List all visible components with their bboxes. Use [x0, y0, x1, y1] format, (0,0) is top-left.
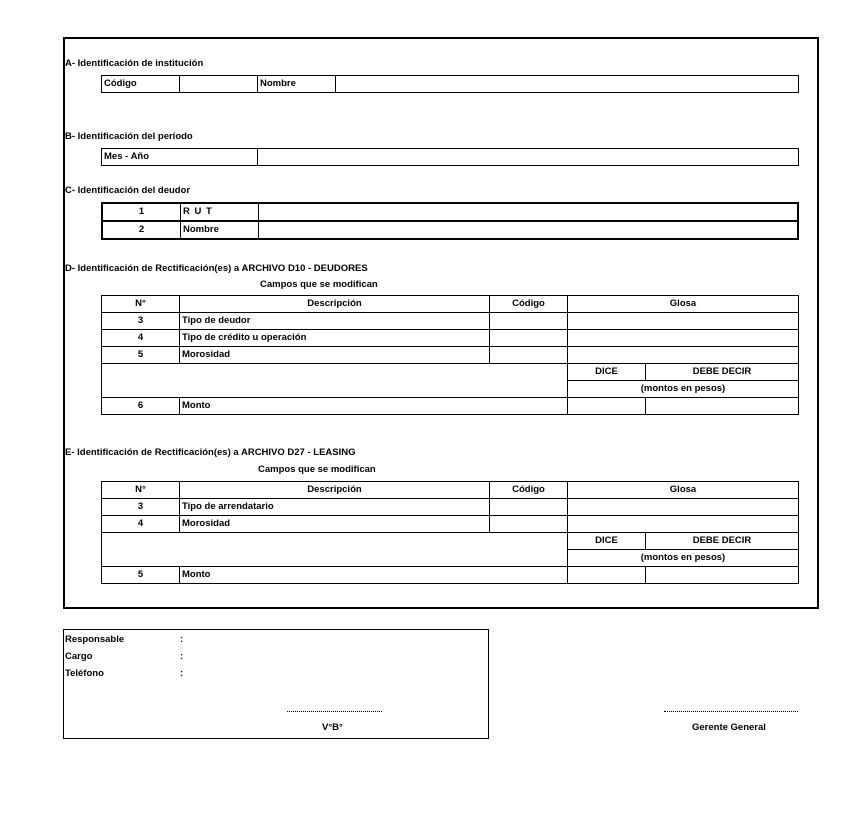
header-descripcion: Descripción	[180, 296, 490, 313]
header-num: N°	[102, 482, 180, 499]
debtor-row-num: 2	[102, 221, 181, 239]
colon: :	[180, 634, 184, 645]
header-num: N°	[102, 296, 180, 313]
section-c-title: C- Identificación del deudor	[65, 185, 191, 196]
row-descripcion: Tipo de arrendatario	[180, 499, 490, 516]
debtor-row-num: 1	[102, 203, 181, 221]
vb-signature-line	[287, 711, 382, 712]
monto-num: 6	[102, 398, 180, 415]
dice-header: DICE	[568, 533, 646, 550]
monto-dice-value[interactable]	[568, 398, 646, 415]
blank-area	[102, 364, 568, 398]
row-glosa[interactable]	[568, 516, 799, 533]
row-descripcion: Tipo de crédito u operación	[180, 330, 490, 347]
d27-table	[101, 481, 799, 584]
section-e-title: E- Identificación de Rectificación(es) a ARCHIVO D27 - LEASING	[65, 447, 356, 458]
row-codigo[interactable]	[490, 330, 568, 347]
section-b-title: B- Identificación del período	[65, 131, 193, 142]
row-descripcion: Morosidad	[180, 347, 490, 364]
telefono-label: Teléfono	[65, 668, 104, 679]
blank-area	[102, 533, 568, 567]
debe-decir-header: DEBE DECIR	[646, 364, 799, 381]
gerente-label: Gerente General	[692, 722, 766, 733]
row-codigo[interactable]	[490, 499, 568, 516]
row-codigo[interactable]	[490, 347, 568, 364]
row-codigo[interactable]	[490, 313, 568, 330]
cargo-label: Cargo	[65, 651, 93, 662]
nombre-label: Nombre	[258, 76, 336, 93]
row-num: 4	[102, 516, 180, 533]
dice-header: DICE	[568, 364, 646, 381]
row-codigo[interactable]	[490, 516, 568, 533]
vb-label: V°B°	[322, 722, 343, 733]
row-descripcion: Tipo de deudor	[180, 313, 490, 330]
monto-label: Monto	[180, 398, 568, 415]
debe-decir-header: DEBE DECIR	[646, 533, 799, 550]
d10-table	[101, 295, 799, 415]
section-a-title: A- Identificación de institución	[65, 58, 204, 69]
header-glosa: Glosa	[568, 296, 799, 313]
row-descripcion: Morosidad	[180, 516, 490, 533]
period-table	[101, 148, 799, 166]
monto-label: Monto	[180, 567, 568, 584]
row-num: 4	[102, 330, 180, 347]
signature-box	[63, 629, 489, 739]
row-glosa[interactable]	[568, 347, 799, 364]
monto-dice-value[interactable]	[568, 567, 646, 584]
section-d-subtitle: Campos que se modifican	[260, 279, 378, 290]
debtor-rut-label: R U T	[181, 203, 259, 221]
codigo-value[interactable]	[180, 76, 258, 93]
row-num: 5	[102, 347, 180, 364]
monto-debe-decir-value[interactable]	[646, 567, 799, 584]
section-d-title: D- Identificación de Rectificación(es) a ARCHIVO D10 - DEUDORES	[65, 263, 368, 274]
header-glosa: Glosa	[568, 482, 799, 499]
mes-ano-value[interactable]	[258, 149, 799, 166]
colon: :	[180, 668, 184, 679]
row-num: 3	[102, 499, 180, 516]
responsable-label: Responsable	[65, 634, 125, 645]
colon: :	[180, 651, 184, 662]
debtor-name-label: Nombre	[181, 221, 259, 239]
debtor-rut-value[interactable]	[259, 203, 799, 221]
monto-debe-decir-value[interactable]	[646, 398, 799, 415]
codigo-label: Código	[102, 76, 180, 93]
montos-note: (montos en pesos)	[568, 381, 799, 398]
gerente-signature-line	[664, 711, 798, 712]
debtor-table	[101, 202, 799, 240]
header-codigo: Código	[490, 296, 568, 313]
debtor-name-value[interactable]	[259, 221, 799, 239]
nombre-value[interactable]	[336, 76, 799, 93]
mes-ano-label: Mes - Año	[102, 149, 258, 166]
row-glosa[interactable]	[568, 499, 799, 516]
montos-note: (montos en pesos)	[568, 550, 799, 567]
row-glosa[interactable]	[568, 330, 799, 347]
section-e-subtitle: Campos que se modifican	[258, 464, 376, 475]
header-descripcion: Descripción	[180, 482, 490, 499]
institution-table	[101, 75, 799, 93]
header-codigo: Código	[490, 482, 568, 499]
row-glosa[interactable]	[568, 313, 799, 330]
row-num: 3	[102, 313, 180, 330]
monto-num: 5	[102, 567, 180, 584]
